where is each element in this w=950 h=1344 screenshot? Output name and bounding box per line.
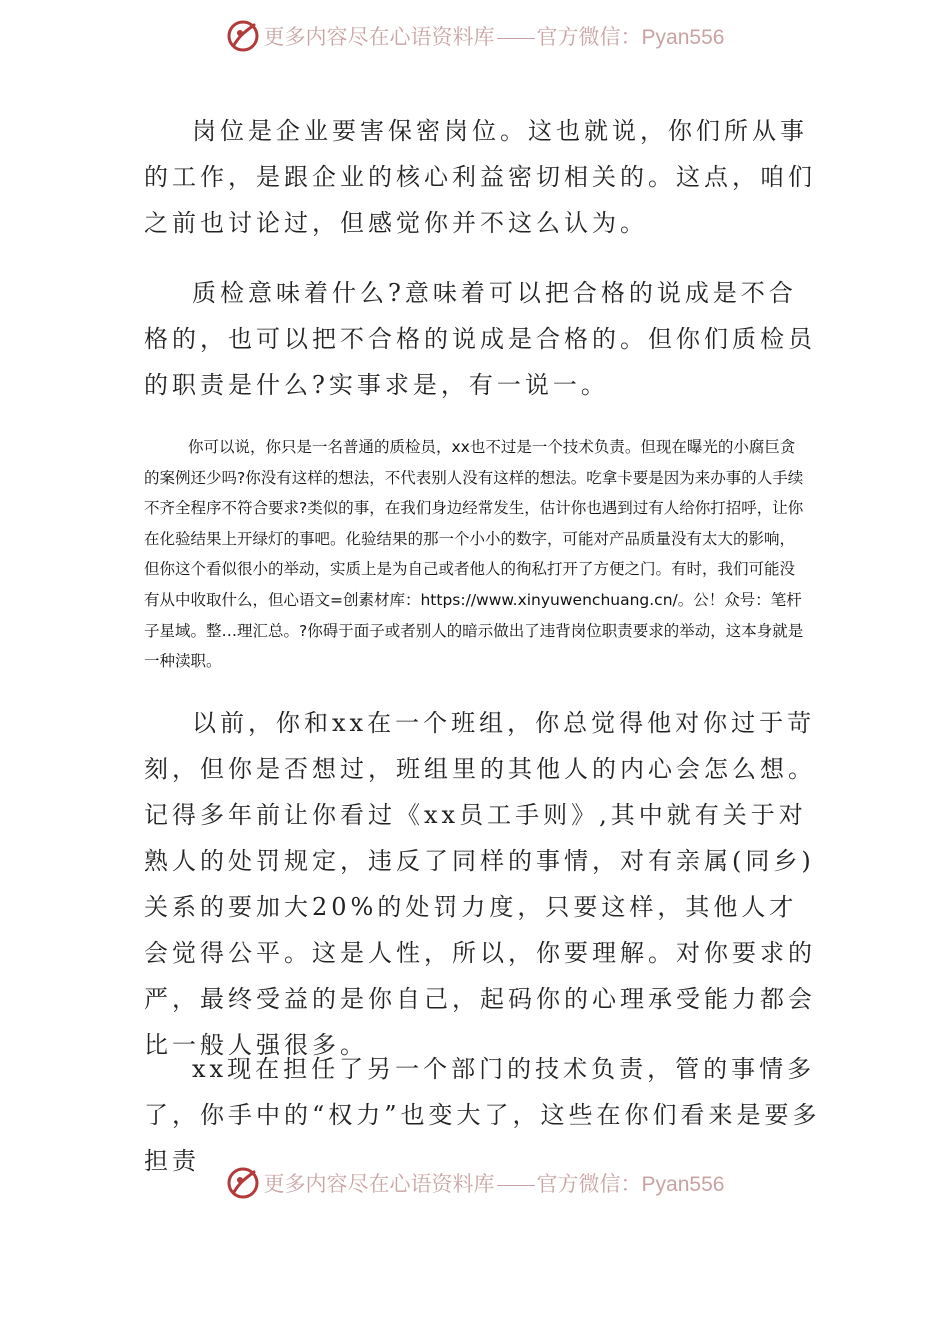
logo-seal-icon bbox=[226, 1166, 260, 1200]
paragraph-2: 质检意味着什么?意味着可以把合格的说成是不合格的，也可以把不合格的说成是合格的。但你们质检员的职责是什么?实事求是，有一说一。 bbox=[144, 279, 816, 399]
footer-site-text: 更多内容尽在心语资料库 bbox=[263, 1172, 495, 1196]
paragraph-3: 你可以说，你只是一名普通的质检员，xx也不过是一个技术负责。但现在曝光的小腐巨贪的案例还少吗?你没有这样的想法，不代表别人没有这样的想法。吃拿卡要是因为来办事的人手续不齐全程序不符合要求?类似的事，在我们身边经常发生，估计你也遇到过有人给你打招呼，让你在化验结果上开绿灯的事吧。化验结果的那一个小小的数字，可能对产品质量没有太大的影响，但你这个看似很小的举动，实质上是为自己或者他人的徇私打开了方便之门。有时，我们可能没有从中收取什么，但心语文=创素材库：https://www.xinyuwenchuang.cn/。公！众号：笔杆子星域。整…理汇总。?你碍于面子或者别人的暗示做出了违背岗位职责要求的举动，这本身就是一种渎职。 bbox=[144, 438, 804, 671]
footer-banner bbox=[0, 1163, 950, 1203]
paragraph-4: 以前，你和xx在一个班组，你总觉得他对你过于苛刻，但你是否想过，班组里的其他人的内心会怎么想。记得多年前让你看过《xx员工手则》,其中就有关于对熟人的处罚规定，违反了同样的事情，对有亲属(同乡)关系的要加大20%的处罚力度，只要这样，其他人才会觉得公平。这是人性，所以，你要理解。对你要求的严，最终受益的是你自己，起码你的心理承受能力都会比一般人强很多。 bbox=[144, 709, 816, 1059]
footer-wechat-id: Pyan556 bbox=[641, 1173, 725, 1196]
header-banner bbox=[0, 16, 950, 56]
paragraph-5: xx现在担任了另一个部门的技术负责，管的事情多了，你手中的“权力”也变大了，这些在你们看来是要多担责 bbox=[144, 1055, 821, 1175]
footer-banner-text bbox=[264, 1168, 725, 1198]
header-dash bbox=[497, 38, 535, 39]
header-wechat-id: Pyan556 bbox=[641, 26, 725, 49]
paragraph-1: 岗位是企业要害保密岗位。这也就说，你们所从事的工作，是跟企业的核心利益密切相关的。这点，咱们之前也讨论过，但感觉你并不这么认为。 bbox=[144, 117, 816, 237]
header-banner-text bbox=[264, 21, 725, 51]
footer-dash bbox=[497, 1185, 535, 1186]
header-site-text: 更多内容尽在心语资料库 bbox=[263, 25, 495, 49]
header-label-text: 官方微信： bbox=[536, 25, 642, 49]
logo-seal-icon bbox=[226, 19, 260, 53]
footer-label-text: 官方微信： bbox=[536, 1172, 642, 1196]
